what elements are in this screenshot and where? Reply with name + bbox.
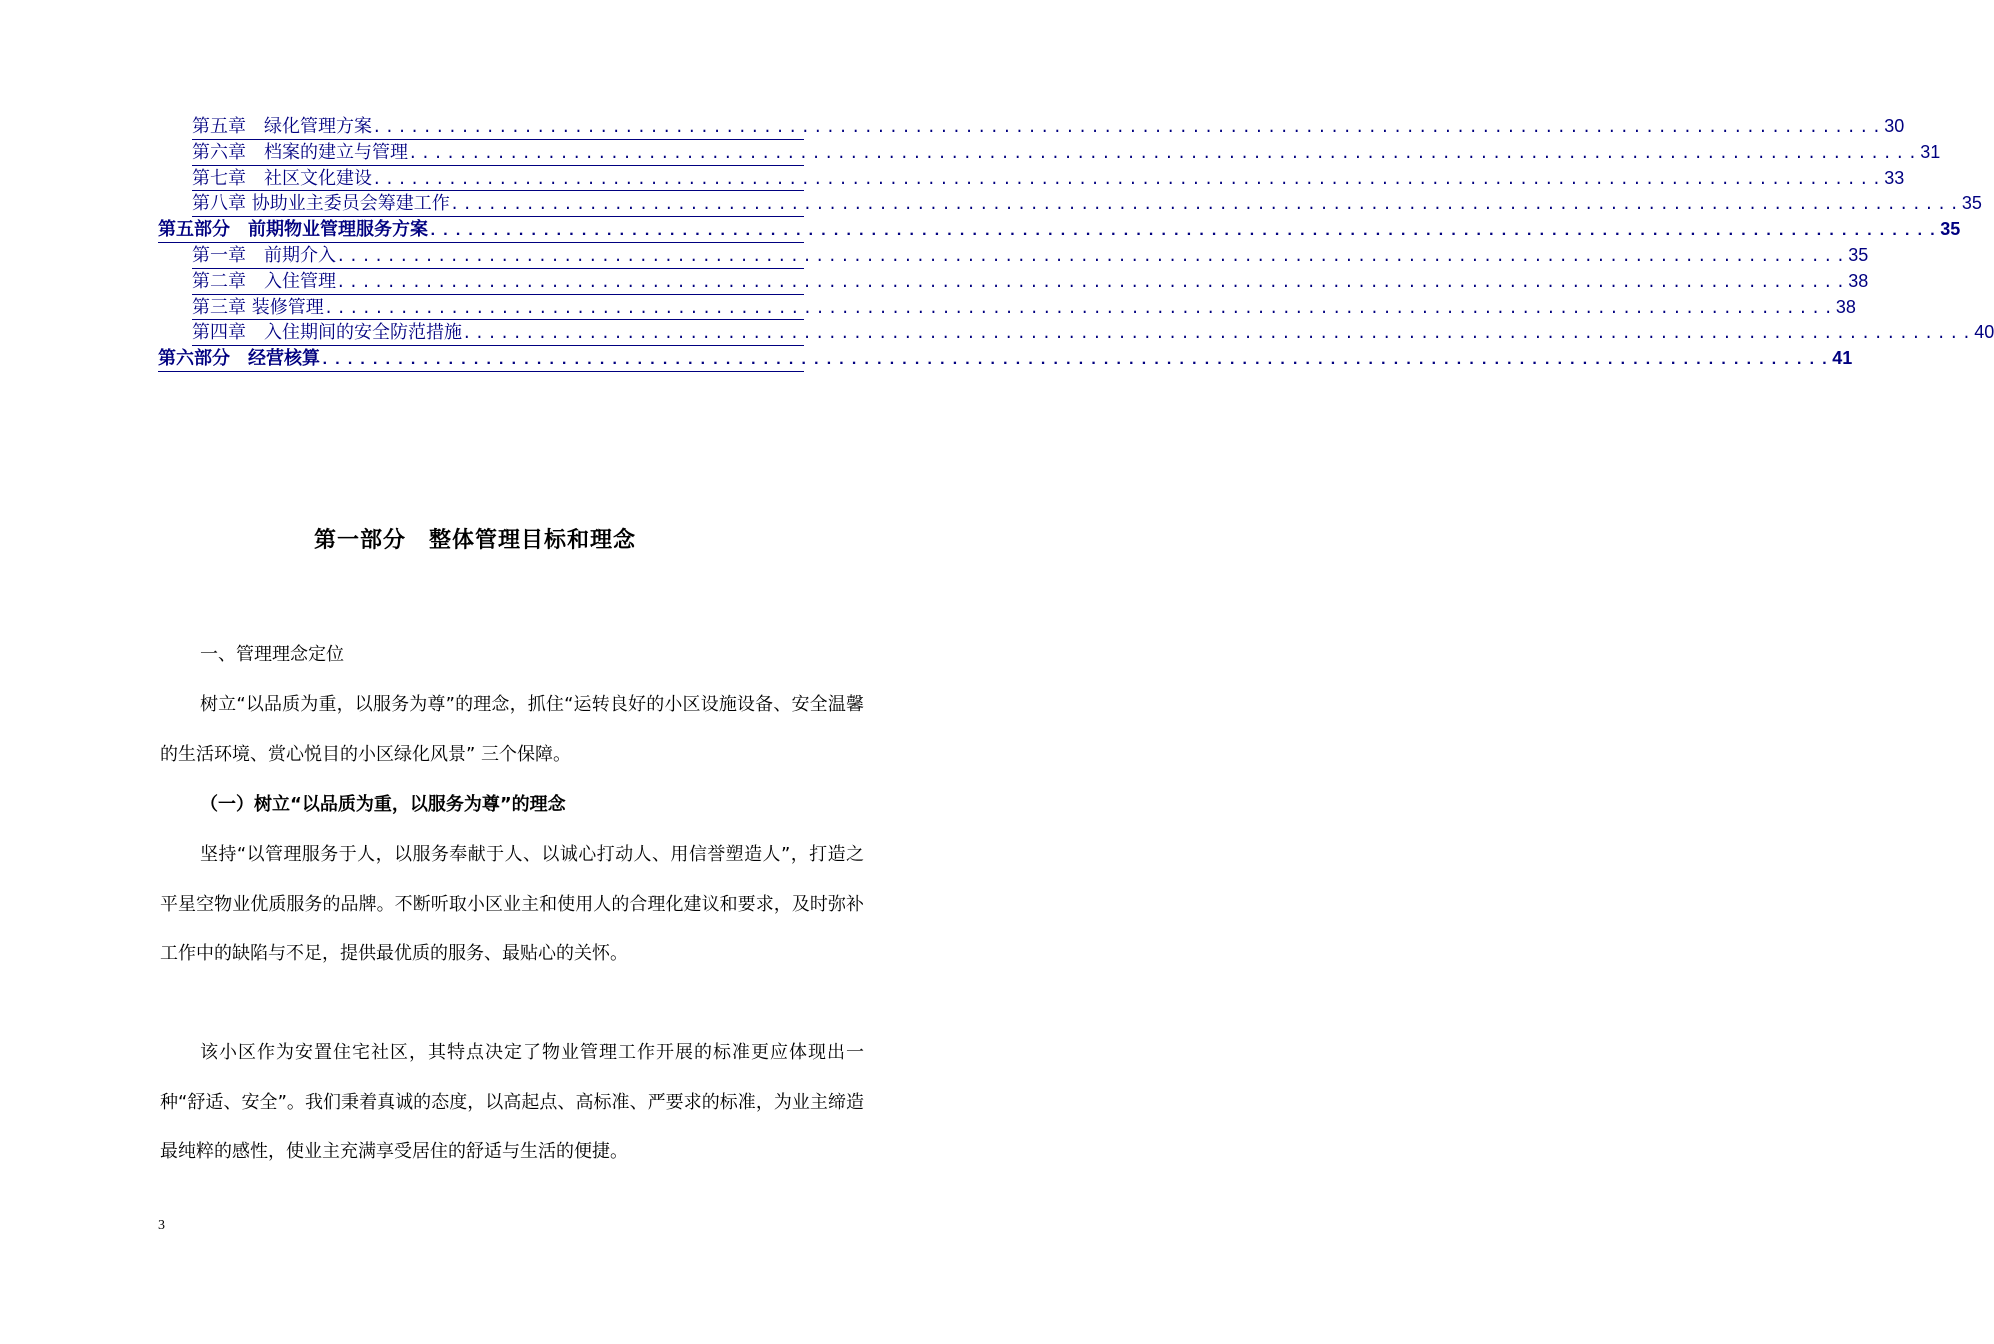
toc-entry-page-number: 40 — [1974, 322, 1994, 343]
toc-dot-leader: ........................................................................................................................ — [428, 222, 1941, 241]
toc-entry[interactable] — [192, 191, 1982, 217]
toc-entry-page-number: 33 — [1884, 167, 1905, 188]
toc-dot-leader: ........................................................................................................................ — [323, 299, 1836, 318]
toc-dot-leader: ........................................................................................................................ — [336, 273, 1849, 292]
toc-entry-title: 第七章 社区文化建设 — [192, 167, 372, 189]
toc-entry-page-number: 30 — [1884, 116, 1905, 136]
toc-entry-title: 第八章 协助业主委员会筹建工作 — [192, 193, 450, 215]
toc-entry-page-number: 38 — [1835, 296, 1856, 317]
toc-entry-page-number: 35 — [1961, 193, 1982, 214]
toc-entry-title: 第二章 入住管理 — [192, 270, 336, 292]
toc-dot-leader: ........................................................................................................................ — [372, 170, 1885, 189]
table-of-contents — [158, 114, 1994, 372]
toc-entry-title: 第一章 前期介入 — [192, 244, 336, 266]
toc-entry[interactable] — [192, 140, 1941, 166]
toc-dot-leader: ........................................................................................................................ — [336, 247, 1849, 266]
toc-entry-page-number: 41 — [1832, 348, 1853, 369]
toc-entry[interactable] — [192, 269, 1869, 295]
toc-dot-leader: ........................................................................................................................ — [462, 325, 1975, 344]
section-heading: 第一部分 整体管理目标和理念 — [313, 528, 636, 553]
toc-entry-title: 第六部分 经营核算 — [158, 348, 320, 370]
page-number: 3 — [158, 1218, 165, 1233]
toc-dot-leader: ........................................................................................................................ — [372, 119, 1885, 137]
list-item-heading: 一、管理理念定位 — [200, 644, 344, 665]
toc-entry-page-number: 38 — [1848, 270, 1869, 291]
toc-entry-page-number: 31 — [1920, 141, 1941, 162]
toc-entry-title: 第五部分 前期物业管理服务方案 — [158, 219, 428, 241]
paragraph-2: 坚持“以管理服务于人，以服务奉献于人、以诚心打动人、用信誉塑造人”，打造之平星空物业优质服务的品牌。不断听取小区业主和使用人的合理化建议和要求，及时弥补工作中的缺陷与不足，提供最优质的服务、最贴心的关怀。 — [160, 844, 864, 964]
paragraph-3: 该小区作为安置住宅社区，其特点决定了物业管理工作开展的标准更应体现出一种“舒适、安全”。我们秉着真诚的态度，以高起点、高标准、严要求的标准，为业主缔造最纯粹的感性，使业主充满享受居住的舒适与生活的便捷。 — [160, 1042, 864, 1162]
toc-entry-title: 第三章 装修管理 — [192, 296, 324, 318]
toc-entry[interactable] — [192, 166, 1905, 192]
sub-heading-1: （一）树立“以品质为重，以服务为尊”的理念 — [200, 794, 566, 815]
toc-entry[interactable] — [192, 243, 1869, 269]
toc-entry[interactable] — [158, 217, 1961, 243]
toc-dot-leader: ........................................................................................................................ — [408, 144, 1921, 163]
toc-entry[interactable] — [192, 320, 1994, 346]
toc-entry-title: 第六章 档案的建立与管理 — [192, 141, 408, 163]
paragraph-1: 树立“以品质为重，以服务为尊”的理念，抓住“运转良好的小区设施设备、安全温馨的生活环境、赏心悦目的小区绿化风景” 三个保障。 — [160, 694, 864, 765]
toc-entry[interactable] — [158, 346, 1853, 372]
toc-entry[interactable] — [192, 295, 1856, 321]
toc-entry-title: 第四章 入住期间的安全防范措施 — [192, 322, 462, 344]
toc-dot-leader: ........................................................................................................................ — [320, 351, 1833, 370]
toc-entry-page-number: 35 — [1848, 244, 1869, 265]
toc-dot-leader: ........................................................................................................................ — [449, 196, 1962, 215]
toc-entry[interactable] — [192, 114, 1905, 140]
toc-entry-page-number: 35 — [1940, 219, 1961, 240]
toc-entry-title: 第五章 绿化管理方案 — [192, 116, 372, 137]
